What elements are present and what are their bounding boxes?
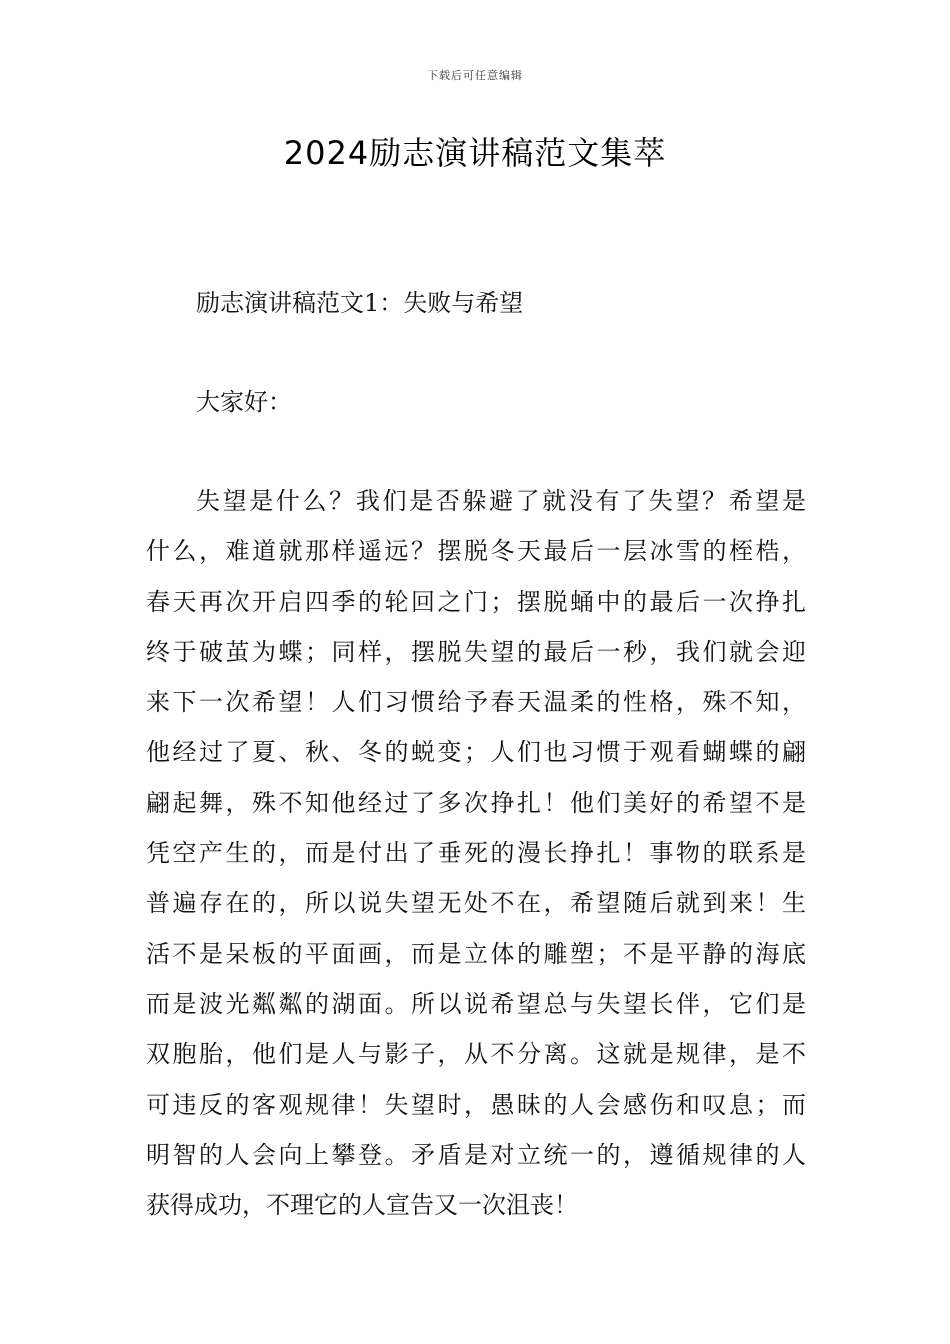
paragraph-line: 他经过了夏、秋、冬的蜕变；人们也习惯于观看蝴蝶的翩 — [146, 738, 806, 767]
document-title: 2024励志演讲稿范文集萃 — [283, 134, 667, 172]
paragraph-line: 来下一次希望！人们习惯给予春天温柔的性格，殊不知， — [146, 688, 806, 717]
greeting: 大家好： — [196, 388, 292, 416]
paragraph-line: 什么，难道就那样遥远？摆脱冬天最后一层冰雪的桎梏， — [146, 537, 806, 566]
paragraph-line: 活不是呆板的平面画，而是立体的雕塑；不是平静的海底 — [146, 939, 806, 968]
paragraph-line: 普遍存在的，所以说失望无处不在，希望随后就到来！生 — [146, 889, 806, 918]
paragraph-line: 双胞胎，他们是人与影子，从不分离。这就是规律，是不 — [146, 1040, 806, 1069]
paragraph-line: 可违反的客观规律！失望时，愚昧的人会感伤和叹息；而 — [146, 1090, 806, 1119]
section-heading: 励志演讲稿范文1：失败与希望 — [196, 289, 524, 317]
paragraph-line: 翩起舞，殊不知他经过了多次挣扎！他们美好的希望不是 — [146, 788, 806, 817]
paragraph-line: 终于破茧为蝶；同样，摆脱失望的最后一秒，我们就会迎 — [146, 637, 806, 666]
header-note: 下载后可任意编辑 — [427, 69, 523, 82]
paragraph-line: 凭空产生的，而是付出了垂死的漫长挣扎！事物的联系是 — [146, 839, 806, 868]
paragraph-line: 而是波光粼粼的湖面。所以说希望总与失望长伴，它们是 — [146, 989, 806, 1018]
paragraph-line: 明智的人会向上攀登。矛盾是对立统一的，遵循规律的人 — [146, 1140, 806, 1169]
paragraph-line: 春天再次开启四季的轮回之门；摆脱蛹中的最后一次挣扎 — [146, 587, 806, 616]
paragraph-line: 失望是什么？我们是否躲避了就没有了失望？希望是 — [196, 487, 806, 515]
body-paragraph — [146, 476, 806, 1230]
paragraph-line: 获得成功，不理它的人宣告又一次沮丧！ — [146, 1191, 578, 1220]
